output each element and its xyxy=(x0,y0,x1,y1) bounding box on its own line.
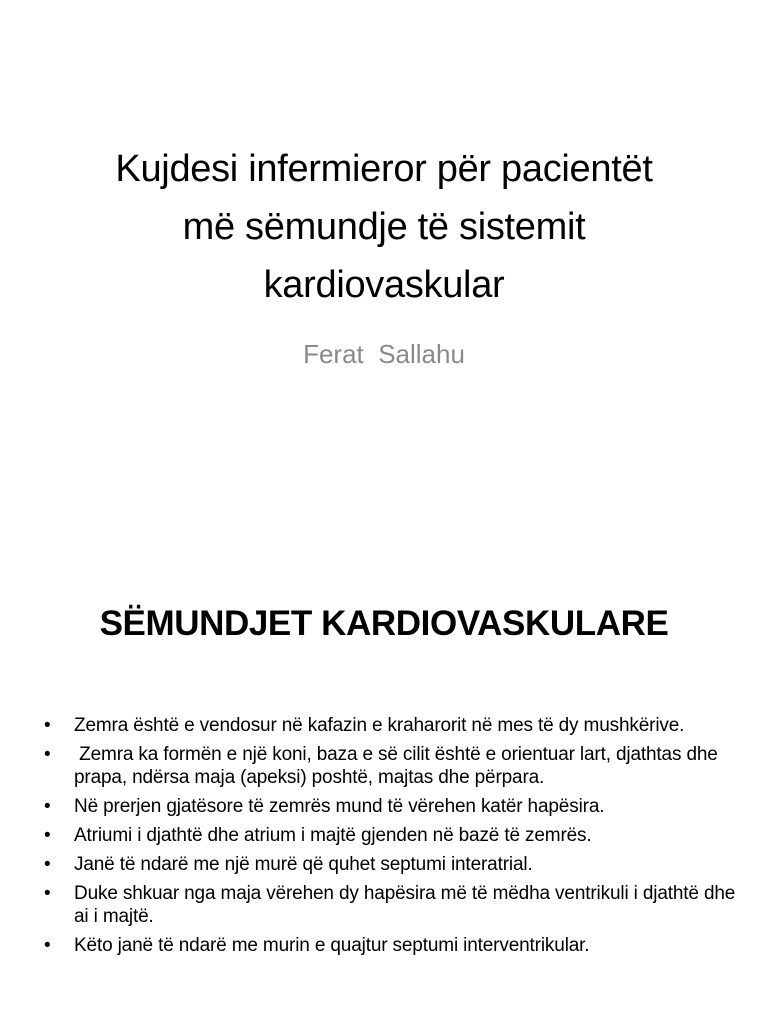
list-item xyxy=(44,795,744,818)
content-slide xyxy=(0,576,768,1024)
bullet-text: Janë të ndarë me një murë që quhet septumi interatrial. xyxy=(74,854,533,875)
presentation-title xyxy=(40,140,728,314)
slide-heading: SËMUNDJET KARDIOVASKULARE xyxy=(99,604,669,643)
bullet-text: Në prerjen gjatësore të zemrës mund të vërehen katër hapësira. xyxy=(74,796,605,817)
bullet-icon: • xyxy=(44,825,51,846)
list-item xyxy=(44,853,744,876)
bullet-icon: • xyxy=(44,883,51,904)
title-line-2: më sëmundje të sistemit xyxy=(182,206,586,248)
bullet-text: Zemra është e vendosur në kafazin e kraharorit në mes të dy mushkërive. xyxy=(74,715,685,736)
list-item xyxy=(44,714,744,737)
title-line-1: Kujdesi infermieror për pacientët xyxy=(115,148,653,190)
bullet-icon: • xyxy=(44,854,51,875)
bullet-text: Zemra ka formën e një koni, baza e së cilit është e orientuar lart, djathtas dhe prapa, ndërsa maja (apeksi) poshtë, majtas dhe përpara. xyxy=(74,744,723,788)
list-item xyxy=(44,882,744,928)
bullet-text: Duke shkuar nga maja vërehen dy hapësira më të mëdha ventrikuli i djathtë dhe ai i majtë. xyxy=(74,883,741,927)
bullet-text: Atriumi i djathtë dhe atrium i majtë gjenden në bazë të zemrës. xyxy=(74,825,592,846)
list-item xyxy=(44,743,744,789)
list-item xyxy=(44,934,744,957)
bullet-list xyxy=(44,714,744,963)
author-subtitle: Ferat Sallahu xyxy=(303,339,465,369)
bullet-icon: • xyxy=(44,715,51,736)
bullet-icon: • xyxy=(44,796,51,817)
list-item xyxy=(44,824,744,847)
title-line-3: kardiovaskular xyxy=(263,264,505,306)
bullet-icon: • xyxy=(44,935,51,956)
bullet-icon: • xyxy=(44,744,51,765)
bullet-text: Këto janë të ndarë me murin e quajtur septumi interventrikular. xyxy=(74,935,590,956)
